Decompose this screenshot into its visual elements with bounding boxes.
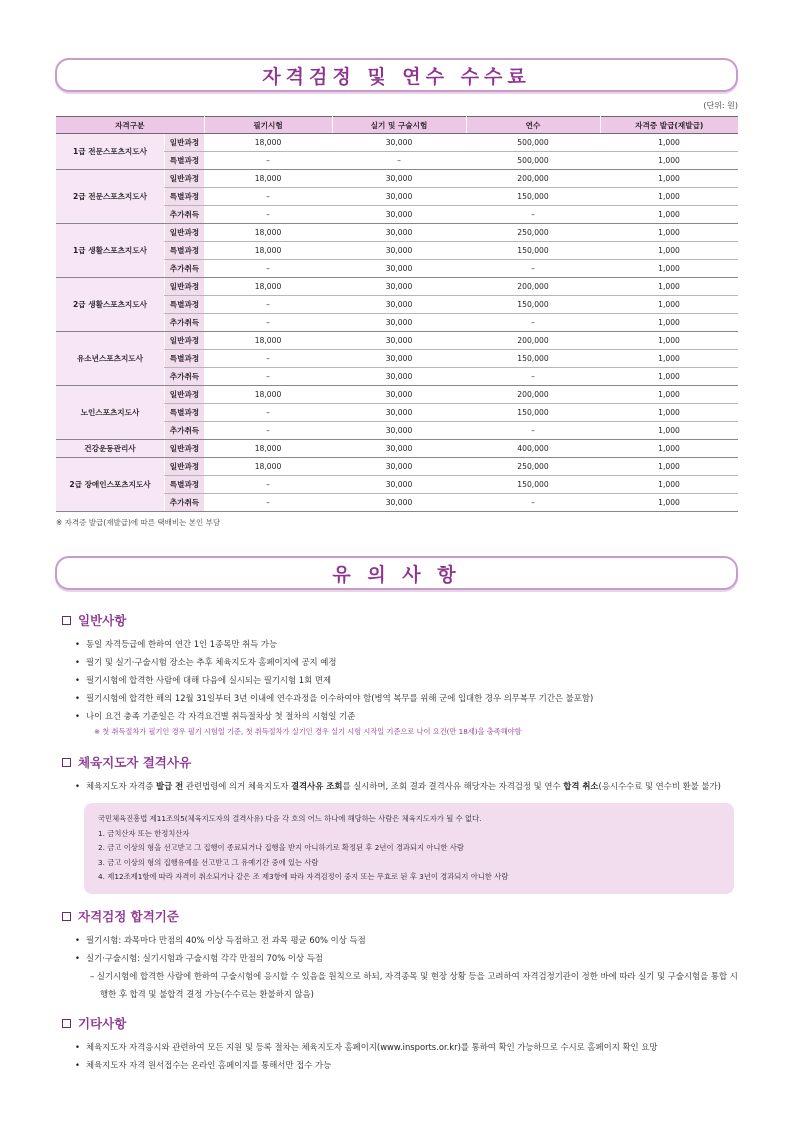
square-bullet-icon [62, 616, 71, 625]
fee-cell: – [204, 476, 332, 494]
table-row [56, 224, 738, 242]
fee-cell: 1,000 [600, 152, 738, 170]
fee-cell: 30,000 [332, 368, 466, 386]
category-cell: 1급 전문스포츠지도사 [56, 134, 164, 170]
course-cell: 특별과정 [164, 476, 204, 494]
fee-cell: 30,000 [332, 242, 466, 260]
course-cell: 특별과정 [164, 296, 204, 314]
fee-cell: – [466, 314, 600, 332]
fee-cell: 200,000 [466, 278, 600, 296]
fee-cell: 150,000 [466, 404, 600, 422]
fee-cell: – [204, 314, 332, 332]
fee-cell: – [204, 188, 332, 206]
general-heading-text: 일반사항 [78, 613, 127, 628]
header-category: 자격구분 [56, 117, 204, 134]
category-cell: 2급 생활스포츠지도사 [56, 278, 164, 332]
category-cell: 1급 생활스포츠지도사 [56, 224, 164, 278]
fee-cell: 30,000 [332, 278, 466, 296]
fee-cell: 18,000 [204, 134, 332, 152]
fee-cell: 200,000 [466, 332, 600, 350]
fee-cell: – [204, 152, 332, 170]
fee-cell: 1,000 [600, 188, 738, 206]
fee-cell: 1,000 [600, 242, 738, 260]
course-cell: 추가취득 [164, 314, 204, 332]
list-item: • 나이 요건 충족 기준일은 각 자격요건별 취득절차상 첫 절차의 시험일 기준 [72, 707, 742, 725]
fee-cell: 30,000 [332, 296, 466, 314]
fee-cell: 30,000 [332, 350, 466, 368]
fee-cell: 1,000 [600, 458, 738, 476]
fee-cell: 500,000 [466, 152, 600, 170]
fee-cell: 1,000 [600, 206, 738, 224]
fee-cell: – [204, 404, 332, 422]
fee-table-header-row [56, 117, 738, 134]
fee-cell: 18,000 [204, 278, 332, 296]
table-row [56, 458, 738, 476]
header-training: 연수 [466, 117, 600, 134]
law-line: 2. 금고 이상의 형을 선고받고 그 집행이 종료되거나 집행을 받지 아니하기로 확정된 후 2년이 경과되지 아니한 사람 [98, 843, 464, 852]
law-line: 3. 금고 이상의 형의 집행유예를 선고받고 그 유예기간 중에 있는 사람 [98, 857, 319, 867]
course-cell: 추가취득 [164, 494, 204, 512]
fee-cell: – [204, 368, 332, 386]
course-cell: 일반과정 [164, 134, 204, 152]
category-cell: 유소년스포츠지도사 [56, 332, 164, 386]
fee-cell: 1,000 [600, 332, 738, 350]
fee-cell: 30,000 [332, 458, 466, 476]
course-cell: 추가취득 [164, 206, 204, 224]
disq-heading-text: 체육지도자 결격사유 [78, 755, 192, 770]
list-item: • 체육지도자 자격 원서접수는 온라인 홈페이지를 통해서만 접수 가능 [72, 1056, 742, 1074]
list-item: • 필기 및 실기·구술시험 장소는 추후 체육지도자 홈페이지에 공지 예정 [72, 653, 742, 671]
fee-cell: 1,000 [600, 170, 738, 188]
course-cell: 일반과정 [164, 386, 204, 404]
law-line: 1. 금치산자 또는 한정치산자 [98, 828, 190, 838]
fee-cell: – [466, 494, 600, 512]
fee-cell: 30,000 [332, 206, 466, 224]
fee-cell: 30,000 [332, 224, 466, 242]
fee-cell: 1,000 [600, 368, 738, 386]
list-item: • 필기시험에 합격한 해의 12월 31일부터 3년 이내에 연수과정을 이수하여야 함(병역 복무를 위해 군에 입대한 경우 의무복무 기간은 불포함) [72, 689, 742, 707]
course-cell: 특별과정 [164, 350, 204, 368]
square-bullet-icon [62, 912, 71, 921]
fee-cell: 1,000 [600, 494, 738, 512]
course-cell: 추가취득 [164, 260, 204, 278]
category-cell: 건강운동관리사 [56, 440, 164, 458]
fee-cell: 18,000 [204, 242, 332, 260]
fee-cell: 150,000 [466, 188, 600, 206]
square-bullet-icon [62, 758, 71, 767]
fee-cell: – [204, 350, 332, 368]
header-license: 자격증 발급(재발급) [600, 117, 738, 134]
fee-title: 자격검정 및 연수 수수료 [262, 65, 531, 88]
fee-cell: 30,000 [332, 314, 466, 332]
fee-title-banner [55, 58, 738, 92]
fee-cell: – [204, 260, 332, 278]
fee-table-body [56, 134, 738, 512]
pass-dash-note: – 실기시험에 합격한 사람에 한하여 구술시험에 응시할 수 있음을 원칙으로 하되, 자격종목 및 현장 상황 등을 고려하여 자격검정기관이 정한 바에 따라 실기 및 구술시험을 통합 시행한 후 합격 및 불합격 결정 가능(수수료는 환불하지 않음) [90, 971, 738, 999]
fee-cell: 30,000 [332, 260, 466, 278]
general-section [62, 611, 742, 739]
header-practical: 실기 및 구술시험 [332, 117, 466, 134]
table-row [56, 440, 738, 458]
course-cell: 추가취득 [164, 422, 204, 440]
fee-cell: – [466, 368, 600, 386]
fee-cell: 30,000 [332, 422, 466, 440]
notice-title-banner [55, 556, 738, 590]
table-row [56, 278, 738, 296]
fee-cell: 30,000 [332, 170, 466, 188]
fee-cell: 18,000 [204, 224, 332, 242]
course-cell: 일반과정 [164, 224, 204, 242]
age-note: ※ 첫 취득절차가 필기인 경우 필기 시험일 기준, 첫 취득절차가 실기인 경우 실기 시험 시작일 기준으로 나이 요건(만 18세)을 충족해야함 [94, 727, 522, 736]
etc-section [62, 1014, 742, 1074]
square-bullet-icon [62, 1019, 71, 1028]
unit-label: (단위: 원) [703, 101, 738, 110]
fee-cell: 1,000 [600, 386, 738, 404]
header-written: 필기시험 [204, 117, 332, 134]
fee-cell: 250,000 [466, 458, 600, 476]
fee-cell: 30,000 [332, 404, 466, 422]
fee-cell: 1,000 [600, 422, 738, 440]
fee-cell: – [204, 206, 332, 224]
fee-cell: 1,000 [600, 278, 738, 296]
table-row [56, 170, 738, 188]
fee-cell: 1,000 [600, 260, 738, 278]
fee-cell: – [466, 206, 600, 224]
disq-paragraph: • 체육지도자 자격증 발급 전 관련법령에 의거 체육지도자 결격사유 조회를 실시하며, 조회 결과 결격사유 해당자는 자격검정 및 연수 합격 취소(응시수수료 및 연수비 환불 불가) [72, 777, 742, 795]
fee-cell: 30,000 [332, 134, 466, 152]
fee-cell: 250,000 [466, 224, 600, 242]
pass-heading-text: 자격검정 합격기준 [78, 909, 179, 924]
course-cell: 추가취득 [164, 368, 204, 386]
fee-cell: 500,000 [466, 134, 600, 152]
fee-cell: – [332, 152, 466, 170]
fee-cell: 30,000 [332, 386, 466, 404]
fee-cell: 150,000 [466, 476, 600, 494]
fee-cell: 200,000 [466, 386, 600, 404]
etc-heading-text: 기타사항 [78, 1016, 127, 1031]
fee-cell: 1,000 [600, 134, 738, 152]
course-cell: 특별과정 [164, 188, 204, 206]
category-cell: 2급 장애인스포츠지도사 [56, 458, 164, 512]
category-cell: 노인스포츠지도사 [56, 386, 164, 440]
pass-criteria-section [62, 907, 742, 1003]
fee-cell: 150,000 [466, 296, 600, 314]
table-row [56, 386, 738, 404]
etc-heading [62, 1014, 742, 1032]
fee-cell: – [204, 296, 332, 314]
fee-cell: 400,000 [466, 440, 600, 458]
fee-footnote: ※ 자격증 발급(재발급)에 따른 택배비는 본인 부담 [56, 518, 221, 527]
fee-cell: 1,000 [600, 296, 738, 314]
fee-cell: 1,000 [600, 440, 738, 458]
fee-cell: – [204, 422, 332, 440]
law-line: 4. 제12조제1항에 따라 자격이 취소되거나 같은 조 제3항에 따라 자격검정이 중지 또는 무효로 된 후 3년이 경과되지 아니한 사람 [98, 872, 509, 881]
fee-cell: 30,000 [332, 494, 466, 512]
fee-cell: 200,000 [466, 170, 600, 188]
fee-cell: – [466, 260, 600, 278]
list-item: • 필기시험: 과목마다 만점의 40% 이상 득점하고 전 과목 평균 60% 이상 득점 [72, 931, 742, 949]
list-item: • 실기·구술시험: 실기시험과 구술시험 각각 만점의 70% 이상 득점 [72, 949, 742, 967]
fee-cell: 30,000 [332, 332, 466, 350]
course-cell: 특별과정 [164, 404, 204, 422]
disqualification-section [62, 753, 742, 894]
fee-cell: 30,000 [332, 476, 466, 494]
course-cell: 일반과정 [164, 170, 204, 188]
fee-cell: 150,000 [466, 242, 600, 260]
law-line: 국민체육진흥법 제11조의5(체육지도자의 결격사유) 다음 각 호의 어느 하나에 해당하는 사람은 체육지도자가 될 수 없다. [98, 814, 482, 823]
course-cell: 일반과정 [164, 440, 204, 458]
list-item: • 동일 자격등급에 한하여 연간 1인 1종목만 취득 가능 [72, 635, 742, 653]
course-cell: 일반과정 [164, 332, 204, 350]
fee-cell: 18,000 [204, 170, 332, 188]
course-cell: 특별과정 [164, 242, 204, 260]
fee-cell: 30,000 [332, 188, 466, 206]
fee-cell: 1,000 [600, 314, 738, 332]
course-cell: 일반과정 [164, 458, 204, 476]
table-row [56, 332, 738, 350]
fee-cell: – [204, 494, 332, 512]
disq-law-box [84, 803, 734, 894]
fee-cell: 1,000 [600, 476, 738, 494]
fee-cell: 1,000 [600, 404, 738, 422]
pass-heading [62, 907, 742, 925]
list-item: • 체육지도자 자격응시와 관련하여 모든 지원 및 등록 절차는 체육지도자 홈페이지(www.insports.or.kr)를 통하여 확인 가능하므로 수시로 홈페이지 확인 요망 [72, 1038, 742, 1056]
course-cell: 일반과정 [164, 278, 204, 296]
fee-cell: 1,000 [600, 350, 738, 368]
fee-cell: 30,000 [332, 440, 466, 458]
fee-cell: 1,000 [600, 224, 738, 242]
notice-title: 유 의 사 항 [332, 563, 461, 586]
fee-cell: – [466, 422, 600, 440]
disq-heading [62, 753, 742, 771]
fee-cell: 18,000 [204, 440, 332, 458]
fee-cell: 18,000 [204, 458, 332, 476]
general-heading [62, 611, 742, 629]
fee-cell: 18,000 [204, 332, 332, 350]
fee-table [56, 116, 738, 512]
table-row [56, 134, 738, 152]
course-cell: 특별과정 [164, 152, 204, 170]
list-item: • 필기시험에 합격한 사람에 대해 다음에 실시되는 필기시험 1회 면제 [72, 671, 742, 689]
fee-cell: 150,000 [466, 350, 600, 368]
fee-cell: 18,000 [204, 386, 332, 404]
category-cell: 2급 전문스포츠지도사 [56, 170, 164, 224]
